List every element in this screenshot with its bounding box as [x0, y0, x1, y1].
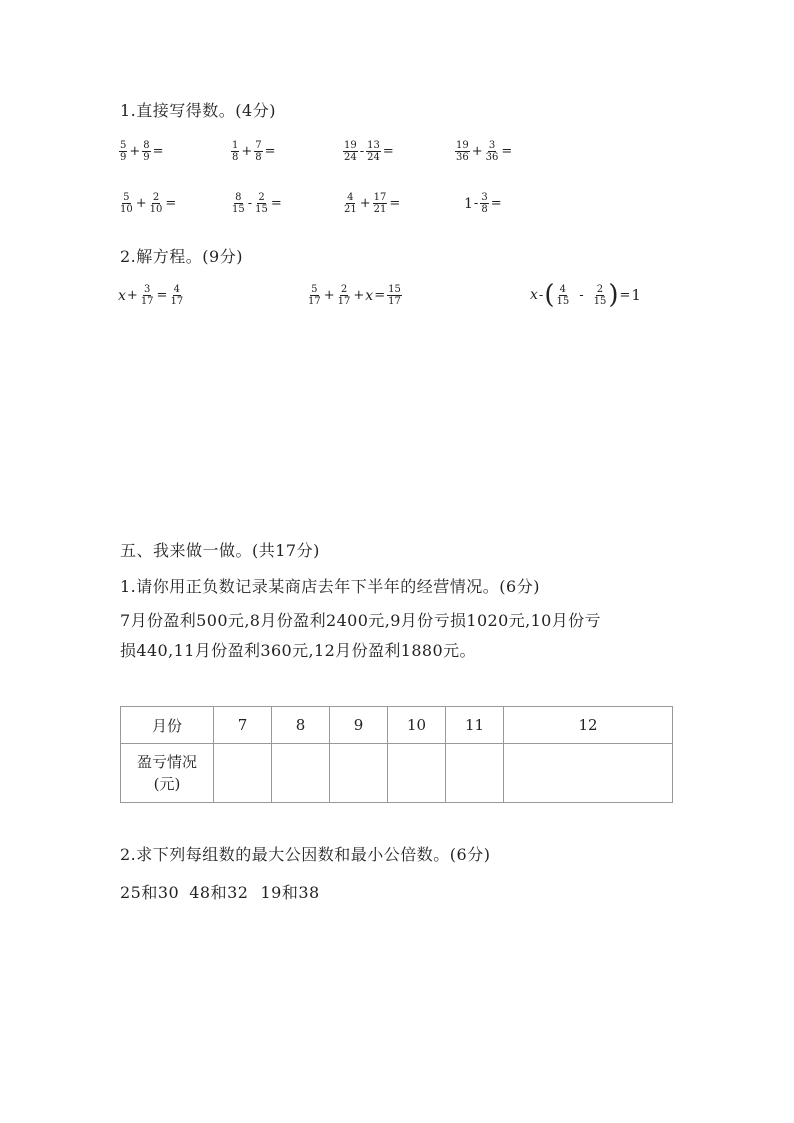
month-cell: 8 [272, 707, 330, 744]
equation-3: x - ( $\frac{4}{15}$ - $\frac{2}{15}$ ) = 1 [530, 280, 641, 310]
month-cell: 7 [214, 707, 272, 744]
answer-cell[interactable] [330, 744, 388, 803]
number-group: 19和38 [260, 883, 320, 902]
fraction: $\frac{3}{17}$ [140, 284, 154, 307]
fraction: $\frac{2}{15}$ [255, 192, 268, 215]
number-groups [120, 880, 320, 903]
answer-cell[interactable] [214, 744, 272, 803]
fraction: $\frac{5}{9}$ [120, 140, 127, 163]
fraction: $\frac{5}{17}$ [308, 284, 321, 307]
fraction: $\frac{1}{8}$ [232, 140, 239, 163]
section5-title: 五、我来做一做。(共17分) [120, 541, 320, 560]
month-header-cell: 月份 [121, 707, 214, 744]
fraction: $\frac{2}{15}$ [593, 283, 607, 307]
equation-2: $\frac{5}{17}$ + $\frac{2}{17}$ + x = $\frac{15}{17}$ [308, 284, 401, 307]
fraction: $\frac{2}{17}$ [337, 284, 351, 307]
description-line-1: 7月份盈利500元,8月份盈利2400元,9月份亏损1020元,10月份亏 [120, 611, 601, 630]
month-cell: 11 [446, 707, 504, 744]
calc-item-7: $\frac{4}{21}$ + $\frac{17}{21}$ = [344, 192, 401, 215]
table-header-row [121, 707, 673, 744]
fraction: $\frac{3}{8}$ [481, 192, 488, 215]
number-group: 48和32 [189, 883, 249, 902]
month-cell: 12 [504, 707, 673, 744]
calc-item-4: $\frac{19}{36}$ + $\frac{3}{36}$ = [456, 140, 513, 163]
equation-1: x + $\frac{3}{17}$ = $\frac{4}{17}$ [118, 284, 184, 307]
question1-description [120, 606, 700, 666]
fraction: $\frac{2}{10}$ [149, 192, 163, 215]
fraction: $\frac{15}{17}$ [388, 284, 401, 307]
number-group: 25和30 [120, 883, 180, 902]
fraction: $\frac{19}{36}$ [456, 140, 469, 163]
profit-loss-label-cell: 盈亏情况 (元) [121, 744, 214, 803]
question1-title: 1.请你用正负数记录某商店去年下半年的经营情况。(6分) [120, 577, 540, 596]
fraction: $\frac{8}{15}$ [232, 192, 245, 215]
fraction: $\frac{13}{24}$ [367, 140, 380, 163]
month-cell: 10 [388, 707, 446, 744]
fraction: $\frac{17}{21}$ [373, 192, 387, 215]
question2-title: 2.求下列每组数的最大公因数和最小公倍数。(6分) [120, 845, 491, 864]
calc-item-2: $\frac{1}{8}$ + $\frac{7}{8}$ = [232, 140, 276, 163]
fraction: $\frac{7}{8}$ [255, 140, 262, 163]
table-value-row [121, 744, 673, 803]
month-cell: 9 [330, 707, 388, 744]
answer-cell[interactable] [504, 744, 673, 803]
fraction: $\frac{8}{9}$ [143, 140, 150, 163]
fraction: $\frac{4}{15}$ [556, 283, 570, 307]
fraction: $\frac{4}{21}$ [344, 192, 357, 215]
calc-item-8: 1 - $\frac{3}{8}$ = [464, 192, 502, 215]
section1-title: 1.直接写得数。(4分) [120, 101, 276, 120]
answer-cell[interactable] [446, 744, 504, 803]
answer-cell[interactable] [272, 744, 330, 803]
answer-cell[interactable] [388, 744, 446, 803]
calc-item-6: $\frac{8}{15}$ - $\frac{2}{15}$ = [232, 192, 282, 215]
calc-item-1: $\frac{5}{9}$ + $\frac{8}{9}$ = [120, 140, 164, 163]
fraction: $\frac{19}{24}$ [344, 140, 357, 163]
fraction: $\frac{3}{36}$ [485, 140, 499, 163]
fraction: $\frac{5}{10}$ [120, 192, 133, 215]
profit-loss-table [120, 706, 673, 803]
description-line-2: 损440,11月份盈利360元,12月份盈利1880元。 [120, 641, 476, 660]
section2-title: 2.解方程。(9分) [120, 247, 243, 266]
calc-item-5: $\frac{5}{10}$ + $\frac{2}{10}$ = [120, 192, 177, 215]
fraction: $\frac{4}{17}$ [170, 284, 184, 307]
calc-item-3: $\frac{19}{24}$ - $\frac{13}{24}$ = [344, 140, 394, 163]
